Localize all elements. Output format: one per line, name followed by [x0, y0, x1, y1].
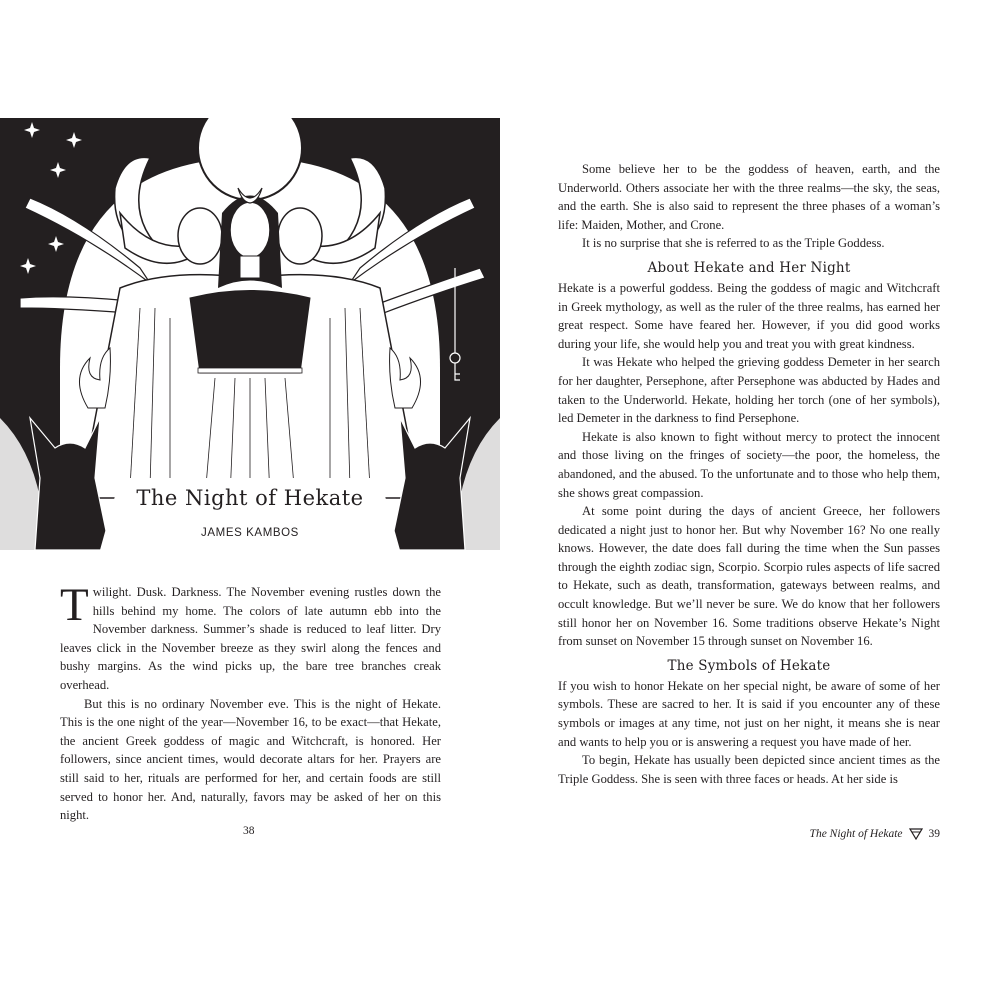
- body-paragraph: But this is no ordinary November eve. This is the night of Hekate. This is the one night of the year—November 16, to be exact—that Hekate, the ancient Greek goddess of magic and Witchcraft, is honored. Her followers, since ancient times, would decorate altars for her. Prayers are still said to her, rituals are performed for her, and certain foods are still served to honor her. And, naturally, favors may be asked of her on this night.: [60, 696, 441, 823]
- section-heading-about-hekate: About Hekate and Her Night: [647, 259, 851, 276]
- body-paragraph: To begin, Hekate has usually been depicted since ancient times as the Triple Goddess. She is seen with three faces or heads. At her side is: [558, 753, 940, 786]
- body-paragraph: If you wish to honor Hekate on her special night, be aware of some of her symbols. These are sacred to her. It is said if you encounter any of these symbols or images at any time, not just on her night, it means she is near and wants to help you or is answering a request you have made of her.: [558, 678, 940, 749]
- body-paragraph: Some believe her to be the goddess of heaven, earth, and the Underworld. Others associate her with the three realms—the sky, the seas, and the earth. She is also said to represent the three phases of a woman’s life: Maiden, Mother, and Crone.: [558, 162, 940, 232]
- inverted-triangle-icon: [909, 828, 923, 840]
- drop-cap: T: [60, 579, 89, 631]
- body-paragraph: It was Hekate who helped the grieving goddess Demeter in her search for her daughter, Persephone, after Persephone was abducted by Hades and taken to the Underworld. Hekate, holding her torch (one of her symbols), led Demeter in the darkness to find Persephone.: [558, 355, 940, 426]
- page-number-right: 39: [928, 828, 940, 840]
- chapter-author: JAMES KAMBOS: [201, 527, 299, 539]
- opening-paragraph: Twilight. Dusk. Darkness. The November evening rustles down the hills behind my home. The colors of late autumn ebb into the November darkness. Summer’s shade is reduced to leaf litter. Dry leaves click in the November breeze as they swirl along the fences and bushy margins. As the wind picks up, the bare tree branches creak overhead.: [60, 579, 441, 692]
- chapter-title: The Night of Hekate: [136, 486, 364, 510]
- running-head-title: The Night of Hekate: [809, 828, 903, 840]
- body-paragraph: It is no surprise that she is referred to as the Triple Goddess.: [582, 236, 885, 251]
- page-number-left: 38: [243, 825, 255, 837]
- body-paragraph: Hekate is a powerful goddess. Being the goddess of magic and Witchcraft in Greek mythology, as well as the ruler of the three realms, has earned her great respect. Some have feared her. However, if you did good works during your life, she would help you and treat you with great kindness.: [558, 280, 940, 351]
- right-page: [500, 0, 1000, 1000]
- body-paragraph: At some point during the days of ancient Greece, her followers dedicated a night just to honor her. But why November 16? No one really knows. However, the date does fall during the time when the Sun passes through the eighth zodiac sign, Scorpio. Scorpio rules aspects of life sacred to Hekate, such as death, transformation, gateways between realms, and occult knowledge. But we’ll never be sure. We do know that her followers still honor her on November 16. Some traditions observe Hekate’s Night from sunset on November 15 through sunset on November 16.: [558, 504, 940, 649]
- running-footer: [810, 828, 940, 840]
- section-heading-symbols: The Symbols of Hekate: [667, 657, 831, 674]
- right-column-text: [558, 160, 940, 788]
- body-paragraph: Hekate is also known to fight without mercy to protect the innocent and those living on the fringes of society—the poor, the homeless, the abandoned, and the abused. To the unfortunate and to those who help them, she shows great compassion.: [558, 429, 940, 500]
- left-column-text: [60, 579, 441, 825]
